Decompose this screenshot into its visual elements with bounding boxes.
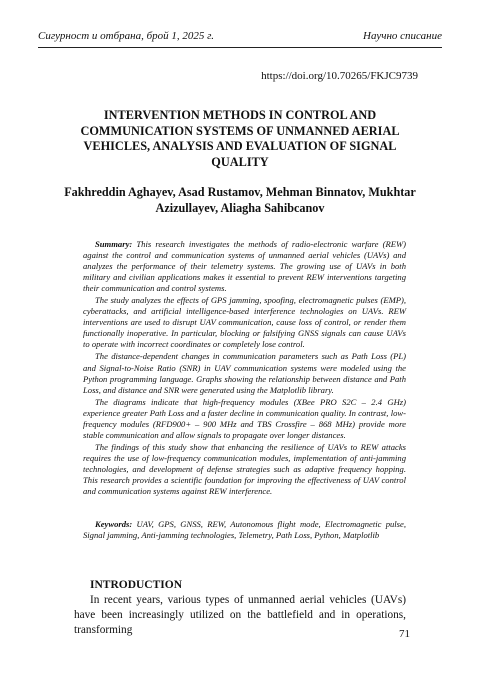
abstract-lead: Summary: <box>95 239 133 249</box>
abstract <box>83 239 406 498</box>
keywords-text: UAV, GPS, GNSS, REW, Autonomous flight mode, Electromagnetic pulse, Signal jamming, Anti-jamming technologies, Telemetry, Path Loss, Python, Matplotlib <box>83 519 406 541</box>
author-list: Fakhreddin Aghayev, Asad Rustamov, Mehman Binnatov, Mukhtar Azizullayev, Aliagha Sahibcanov <box>64 185 416 215</box>
section-heading-introduction: INTRODUCTION <box>90 579 183 591</box>
abstract-paragraph: The findings of this study show that enhancing the resilience of UAVs to REW attacks requires the use of low-frequency communication modules, implementation of anti-jamming technologies, and development of defense strategies such as adaptive frequency hopping. This research provides a scientific foundation for improving the effectiveness of UAV control and communication systems against REW interference. <box>83 441 406 497</box>
doi-link[interactable]: https://doi.org/10.70265/FKJC9739 <box>261 70 418 82</box>
journal-section: Научно списание <box>363 30 442 42</box>
paper-title: INTERVENTION METHODS IN CONTROL AND COMMUNICATION SYSTEMS OF UNMANNED AERIAL VEHICLES, ANALYSIS AND EVALUATION OF SIGNAL QUALITY <box>80 108 400 169</box>
keywords <box>83 519 406 541</box>
abstract-paragraph: The study analyzes the effects of GPS jamming, spoofing, electromagnetic pulses (EMP), cyberattacks, and artificial intelligence-based interference technologies on UAVs. REW interventions are used to disrupt UAV communication, cause loss of control, or render them functionally inoperative. In particular, blocking or falsifying GNSS signals can cause UAVs to operate with incorrect coordinates or completely lose control. <box>83 295 406 350</box>
abstract-text: This research investigates the methods of radio-electronic warfare (REW) against the control and communication systems of unmanned aerial vehicles (UAVs) and analyzes the performance of their telemetry systems. The growing use of UAVs in both military and civilian applications makes it essential to prevent REW interventions targeting their communication and control systems. <box>83 239 406 294</box>
keywords-lead: Keywords: <box>95 519 133 529</box>
page-number: 71 <box>399 628 410 640</box>
running-header <box>38 30 442 42</box>
abstract-paragraph <box>83 239 406 294</box>
header-divider <box>38 47 442 48</box>
abstract-paragraph: The diagrams indicate that high-frequency modules (XBee PRO S2C – 2.4 GHz) experience greater Path Loss and a faster decline in communication quality. In contrast, low-frequency modules (RFD900+ – 900 MHz and TBS Crossfire – 868 MHz) provide more stable communication and allow signals to propagate over longer distances. <box>83 396 406 440</box>
introduction-text: In recent years, various types of unmanned aerial vehicles (UAVs) have been increasingly utilized on the battlefield and in operations, transforming <box>74 594 406 636</box>
journal-name: Сигурност и отбрана, брой 1, 2025 г. <box>38 30 215 42</box>
abstract-paragraph: The distance-dependent changes in communication parameters such as Path Loss (PL) and Signal-to-Noise Ratio (SNR) in UAV communication systems were modeled using the Python programming language. Graphs showing the relationship between distance and Path Loss, and distance and SNR were generated using the Matplotlib library. <box>83 351 406 395</box>
